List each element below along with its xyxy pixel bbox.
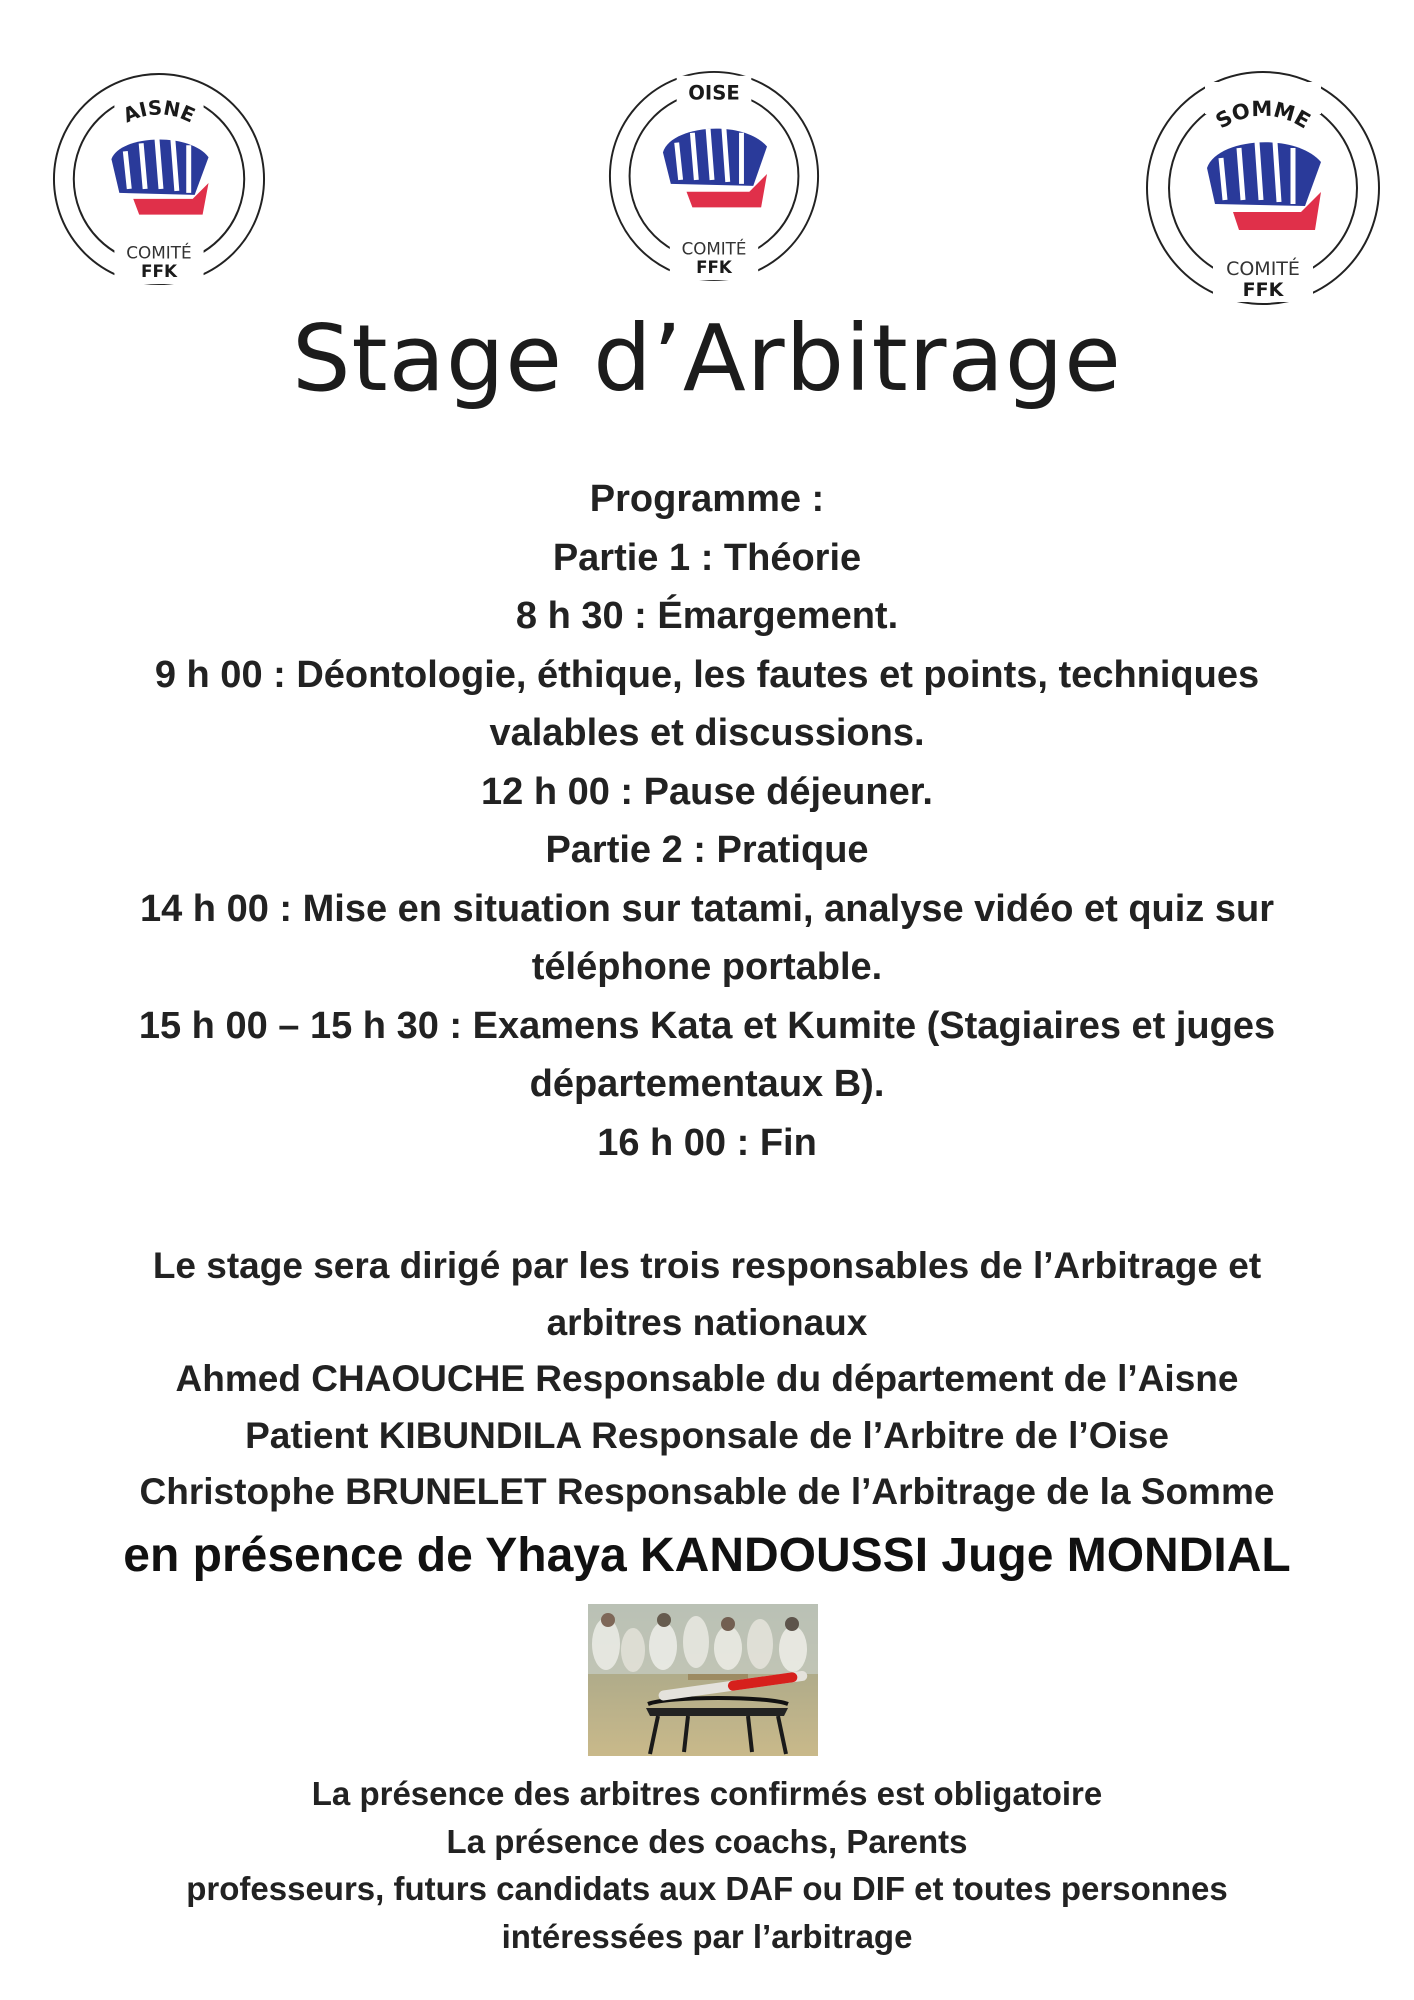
logo-somme-comite: COMITÉ bbox=[1226, 258, 1300, 280]
leader-oise: Patient KIBUNDILA Responsale de l’Arbitre de l’Oise bbox=[245, 1414, 1169, 1456]
logo-oise-comite: COMITÉ bbox=[681, 239, 747, 259]
logo-oise-name: OISE bbox=[688, 81, 740, 105]
schedule-item-continued: départementaux B). bbox=[529, 1063, 885, 1105]
schedule-item: 16 h 00 : Fin bbox=[597, 1121, 817, 1164]
oise-committee-logo bbox=[606, 68, 822, 284]
logo-oise-ffk: FFK bbox=[696, 258, 732, 278]
program-schedule bbox=[40, 470, 1374, 1172]
logo-somme-name: SOMME bbox=[1211, 96, 1315, 134]
footer-line: intéressées par l’arbitrage bbox=[501, 1917, 913, 1955]
schedule-item-continued: valables et discussions. bbox=[489, 712, 925, 754]
schedule-item: 9 h 00 : Déontologie, éthique, les fautes et points, techniques bbox=[154, 653, 1260, 696]
leader-somme: Christophe BRUNELET Responsable de l’Arbitrage de la Somme bbox=[139, 1471, 1275, 1512]
program-part-1-heading: Partie 1 : Théorie bbox=[552, 536, 862, 579]
schedule-item-continued: téléphone portable. bbox=[531, 946, 883, 988]
logo-aisne-name: AISNE bbox=[119, 96, 199, 128]
schedule-item: 8 h 30 : Émargement. bbox=[515, 595, 899, 637]
footer-line: La présence des arbitres confirmés est obligatoire bbox=[311, 1775, 1103, 1812]
somme-committee-logo bbox=[1143, 68, 1383, 308]
footer-line: professeurs, futurs candidats aux DAF ou DIF et toutes personnes bbox=[186, 1870, 1228, 1907]
footer-notes bbox=[40, 1770, 1374, 1960]
schedule-item: 15 h 00 – 15 h 30 : Examens Kata et Kumite (Stagiaires et juges bbox=[138, 1004, 1276, 1047]
leader-aisne: Ahmed CHAOUCHE Responsable du département de l’Aisne bbox=[175, 1358, 1239, 1399]
referee-chair-photo bbox=[588, 1604, 818, 1756]
schedule-item: 14 h 00 : Mise en situation sur tatami, analyse vidéo et quiz sur bbox=[139, 887, 1274, 930]
leaders-intro-continued: arbitres nationaux bbox=[546, 1301, 868, 1343]
leaders-intro: Le stage sera dirigé par les trois responsables de l’Arbitrage et bbox=[152, 1245, 1262, 1286]
logo-aisne-ffk: FFK bbox=[140, 261, 178, 282]
world-judge-presence: en présence de Yhaya KANDOUSSI Juge MONDIAL bbox=[123, 1529, 1291, 1582]
logo-aisne-comite: COMITÉ bbox=[126, 242, 192, 263]
program-heading: Programme : bbox=[589, 478, 825, 520]
page-title: Stage d’Arbitrage bbox=[292, 305, 1122, 412]
program-part-2-heading: Partie 2 : Pratique bbox=[545, 829, 869, 871]
logo-somme-ffk: FFK bbox=[1242, 279, 1284, 301]
schedule-item: 12 h 00 : Pause déjeuner. bbox=[481, 770, 933, 813]
aisne-committee-logo bbox=[50, 70, 268, 288]
footer-line: La présence des coachs, Parents bbox=[446, 1822, 968, 1860]
leaders-section bbox=[30, 1238, 1384, 1521]
